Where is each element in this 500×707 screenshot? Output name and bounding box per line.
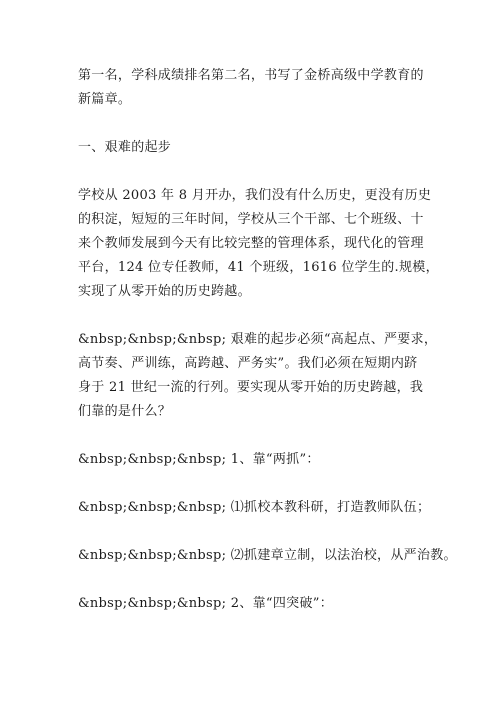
list-subitem-1 [78, 496, 438, 520]
text-line: &nbsp;&nbsp;&nbsp; 艰难的起步必须“高起点、严要求， [78, 332, 438, 347]
list-subitem-2 [78, 544, 457, 568]
text-line: 高节奏、严训练，高跨越、严务实”。我们必须在短期内跻 [78, 356, 418, 371]
heading-text: 一、艰难的起步 [78, 140, 172, 155]
text-line: 第一名，学科成绩排名第二名，书写了金桥高级中学教育的 [78, 68, 424, 83]
text-line: 的积淀，短短的三年时间，学校从三个干部、七个班级、十 [78, 212, 424, 227]
paragraph-requirements [78, 328, 438, 424]
text-line: &nbsp;&nbsp;&nbsp; ⑴抓校本教科研，打造教师队伍； [78, 500, 431, 515]
text-line: 来个教师发展到今天有比较完整的管理体系，现代化的管理 [78, 236, 424, 251]
text-line: &nbsp;&nbsp;&nbsp; 2、靠“四突破”： [78, 596, 334, 611]
list-item-two-grasps [78, 448, 438, 472]
text-line: 实现了从零开始的历史跨越。 [78, 284, 251, 299]
text-line: 们靠的是什么？ [78, 404, 172, 419]
text-line: 身于 21 世纪一流的行列。要实现从零开始的历史跨越，我 [78, 380, 424, 395]
paragraph-history [78, 184, 438, 304]
text-line: &nbsp;&nbsp;&nbsp; ⑵抓建章立制，以法治校，从严治教。 [78, 548, 457, 563]
text-line: &nbsp;&nbsp;&nbsp; 1、靠“两抓”： [78, 452, 320, 467]
text-line: 新篇章。 [78, 92, 132, 107]
text-line: 学校从 2003 年 8 月开办，我们没有什么历史，更没有历史 [78, 188, 432, 203]
section-heading [78, 136, 438, 160]
paragraph-intro [78, 64, 438, 112]
list-item-four-breakthroughs [78, 592, 438, 616]
text-line: 平台，124 位专任教师，41 个班级，1616 位学生的.规模， [78, 260, 439, 275]
